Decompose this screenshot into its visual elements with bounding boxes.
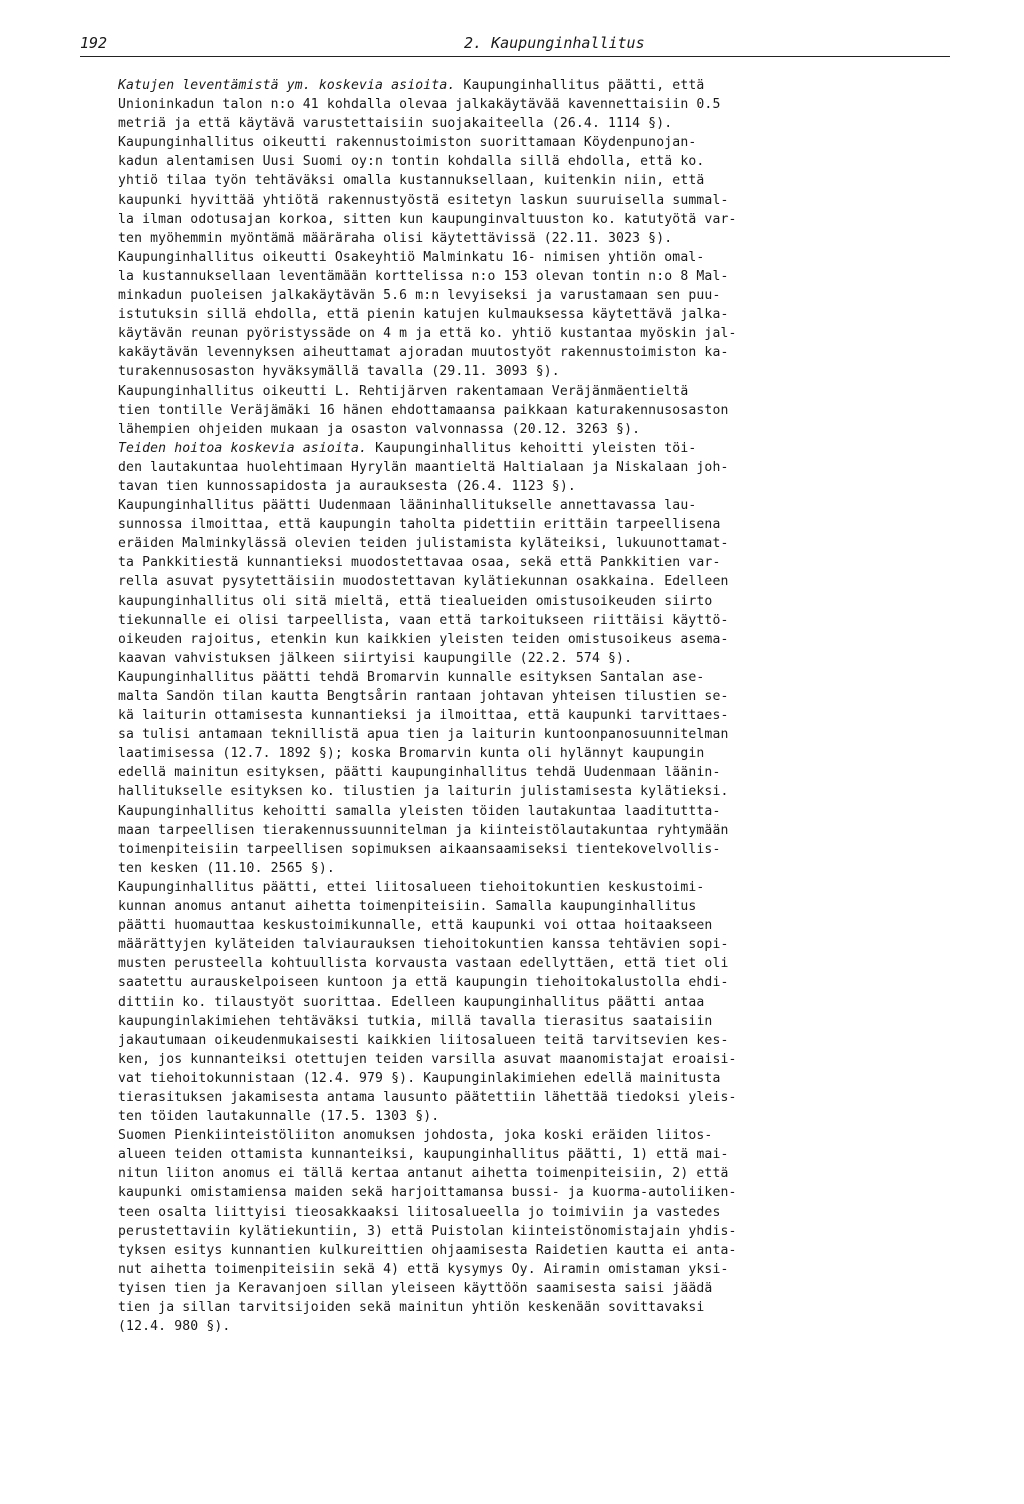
text-line (118, 1183, 1008, 1202)
line-text: ten töiden lautakunnalle (17.5. 1303 §). (118, 1109, 440, 1125)
text-line (118, 859, 1008, 878)
text-line (118, 763, 1008, 782)
line-text: käytävän reunan pyöristyssäde on 4 m ja että ko. yhtiö kustantaa myöskin jal- (118, 326, 737, 342)
line-text: nitun liiton anomus ei tällä kertaa antanut aihetta toimenpiteisiin, 2) että (118, 1166, 729, 1182)
text-line (118, 515, 1008, 534)
line-text: sa tulisi antamaan teknillistä apua tien ja laiturin kuntoonpanosuunnitelman (118, 727, 729, 743)
line-text: tiekunnalle ei olisi tarpeellista, vaan että tarkoitukseen riittäisi käyttö- (118, 612, 729, 628)
line-text: kaavan vahvistuksen jälkeen siirtyisi kaupungille (22.2. 574 §). (118, 650, 633, 666)
line-text: rella asuvat pysytettäisiin muodostettavan kylätiekunnan osakkaina. Edelleen (118, 574, 729, 590)
text-line (118, 305, 1008, 324)
text-line (118, 362, 1008, 381)
line-text: ten kesken (11.10. 2565 §). (118, 860, 335, 876)
line-text: määrättyjen kyläteiden talviaurauksen tiehoitokuntien kanssa tehtävien sopi- (118, 937, 729, 953)
text-line (118, 935, 1008, 954)
text-line (118, 324, 1008, 343)
text-line (118, 229, 1008, 248)
text-line (118, 95, 1008, 114)
line-text: tyisen tien ja Keravanjoen sillan yleiseen käyttöön saamisesta saisi jäädä (118, 1280, 713, 1296)
text-line (118, 1164, 1008, 1183)
text-line (118, 1069, 1008, 1088)
text-line (118, 782, 1008, 801)
line-text: Kaupunginhallitus päätti, ettei liitosalueen tiehoitokuntien keskustoimi- (118, 879, 705, 895)
text-line (118, 76, 1008, 95)
text-line (118, 916, 1008, 935)
text-line (118, 973, 1008, 992)
text-line (118, 1317, 1008, 1336)
line-text: saatettu aurauskelpoiseen kuntoon ja että kaupungin tiehoitokalustolla ehdi- (118, 975, 729, 991)
line-text: Kaupunginhallitus oikeutti Osakeyhtiö Malminkatu 16- nimisen yhtiön omal- (118, 249, 705, 265)
text-line (118, 649, 1008, 668)
line-text: minkadun puoleisen jalkakäytävän 5.6 m:n levyiseksi ja varustamaan sen puu- (118, 288, 721, 304)
line-text: istutuksin sillä ehdolla, että pienin katujen kulmauksessa käytettävä jalka- (118, 307, 729, 323)
text-line (118, 630, 1008, 649)
text-line (118, 152, 1008, 171)
text-line (118, 572, 1008, 591)
section-heading: Teiden hoitoa koskevia asioita. (118, 440, 368, 456)
text-line (118, 1031, 1008, 1050)
text-line (118, 1088, 1008, 1107)
text-line (118, 1298, 1008, 1317)
line-text: tavan tien kunnossapidosta ja aurauksesta (26.4. 1123 §). (118, 478, 576, 494)
line-text: tyksen esitys kunnantien kulkureittien ohjaamisesta Raidetien kautta ei antа- (118, 1242, 737, 1258)
line-text: la kustannuksellaan leventämään korttelissa n:o 153 olevan tontin n:o 8 Mal- (118, 268, 729, 284)
line-text: edellä mainitun esityksen, päätti kaupunginhallitus tehdä Uudenmaan läänin- (118, 765, 721, 781)
line-text: kaupunki omistamiensa maiden sekä harjoittamansa bussi- ja kuorma-autoliiken- (118, 1185, 737, 1201)
line-text: alueen teiden ottamista kunnanteiksi, kaupunginhallitus päätti, 1) että mai- (118, 1147, 729, 1163)
line-text: kakäytävän levennyksen aiheuttamat ajoradan muutostyöt rakennustoimiston ka- (118, 345, 729, 361)
text-line (118, 878, 1008, 897)
line-text: Kaupunginhallitus kehoitti yleisten töi- (367, 440, 697, 456)
text-line (118, 439, 1008, 458)
text-line (118, 840, 1008, 859)
text-line (118, 171, 1008, 190)
line-text: nut aihetta toimenpiteisiin sekä 4) että kysymys Oy. Airamin omistaman yksi- (118, 1261, 729, 1277)
line-text: den lautakuntaa huolehtimaan Hyrylän maantieltä Haltialaan ja Niskalaan joh- (118, 459, 729, 475)
line-text: turakennusosaston hyväksymällä tavalla (29.11. 3093 §). (118, 364, 560, 380)
line-text: kaupunki hyvittää yhtiötä rakennustyöstä esitetyn laskun suuruisella summal- (118, 192, 729, 208)
text-line (118, 821, 1008, 840)
line-text: Kaupunginhallitus oikeutti L. Rehtijärven rakentamaan Veräjänmäentieltä (118, 383, 689, 399)
text-line (118, 1012, 1008, 1031)
line-text: (12.4. 980 §). (118, 1319, 231, 1335)
text-line (118, 802, 1008, 821)
line-text: metriä ja että käytävä varustettaisiin suojakaiteella (26.4. 1114 §). (118, 116, 673, 132)
section-heading: Katujen leventämistä ym. koskevia asioita. (118, 78, 456, 93)
text-line (118, 496, 1008, 515)
text-line (118, 420, 1008, 439)
line-text: hallitukselle esityksen ko. tilustien ja laiturin julistamisesta kylätieksi. (118, 784, 729, 800)
text-line (118, 954, 1008, 973)
text-line (118, 114, 1008, 133)
line-text: jakautumaan oikeudenmukaisesti kaikkien liitosalueen teitä tarvitsevien kes- (118, 1032, 729, 1048)
line-text: kaupunginlakimiehen tehtäväksi tutkia, millä tavalla tierasitus saataisiin (118, 1013, 713, 1029)
line-text: maan tarpeellisen tierakennussuunnitelman ja kiinteistölautakuntaa ryhtymään (118, 822, 729, 838)
text-line (118, 725, 1008, 744)
line-text: eräiden Malminkylässä olevien teiden julistamista kyläteiksi, lukuunottamat- (118, 536, 729, 552)
text-line (118, 706, 1008, 725)
text-line (118, 248, 1008, 267)
page-number: 192 (80, 34, 108, 52)
line-text: Kaupunginhallitus oikeutti rakennustoimiston suorittamaan Köydenpunojan- (118, 135, 697, 151)
text-line (118, 534, 1008, 553)
line-text: tien tontille Veräjämäki 16 hänen ehdottamaansa paikkaan katurakennusosaston (118, 402, 729, 418)
line-text: Kaupunginhallitus päätti tehdä Bromarvin kunnalle esityksen Santalan ase- (118, 669, 705, 685)
line-text: oikeuden rajoitus, etenkin kun kaikkien yleisten teiden omistusoikeus asema- (118, 631, 729, 647)
line-text: kunnan anomus antanut aihetta toimenpiteisiin. Samalla kaupunginhallitus (118, 899, 697, 915)
line-text: Unioninkadun talon n:o 41 kohdalla olevaa jalkakäytävää kavennettaisiin 0.5 (118, 97, 721, 113)
line-text: ten myöhemmin myöntämä määräraha olisi käytettävissä (22.11. 3023 §). (118, 230, 673, 246)
line-text: laatimisessa (12.7. 1892 §); koska Bromarvin kunta oli hylännyt kaupungin (118, 746, 705, 762)
text-line (118, 1126, 1008, 1145)
text-line (118, 1203, 1008, 1222)
line-text: lähempien ohjeiden mukaan ja osaston valvonnassa (20.12. 3263 §). (118, 421, 641, 437)
text-line (118, 993, 1008, 1012)
text-line (118, 401, 1008, 420)
text-line (118, 897, 1008, 916)
line-text: kaupunginhallitus oli sitä mieltä, että tiealueiden omistusoikeuden siirto (118, 593, 713, 609)
text-line (118, 744, 1008, 763)
running-title: 2. Kaupunginhallitus (464, 34, 645, 52)
line-text: Kaupunginhallitus päätti Uudenmaan lääninhallitukselle annettavassa lau- (118, 498, 697, 514)
line-text: ta Pankkitiestä kunnantieksi muodostettavaa osaa, sekä että Pankkitien var- (118, 555, 721, 571)
text-line (118, 687, 1008, 706)
text-line (118, 458, 1008, 477)
line-text: sunnossa ilmoittaa, että kaupungin taholta pidettiin erittäin tarpeellisena (118, 517, 721, 533)
line-text: Kaupunginhallitus kehoitti samalla yleisten töiden lautakuntaa laadituttta- (118, 803, 721, 819)
text-line (118, 267, 1008, 286)
line-text: teen osalta liittyisi tieosakkaaksi liitosalueella jo toimiviin ja vastedes (118, 1204, 721, 1220)
text-line (118, 1279, 1008, 1298)
text-line (118, 611, 1008, 630)
text-line (118, 668, 1008, 687)
line-text: vat tiehoitokunnistaan (12.4. 979 §). Kaupunginlakimiehen edellä mainitusta (118, 1070, 721, 1086)
line-text: kadun alentamisen Uusi Suomi oy:n tontin kohdalla sillä ehdolla, että ko. (118, 154, 705, 170)
text-line (118, 1222, 1008, 1241)
page-header (80, 34, 960, 58)
text-line (118, 382, 1008, 401)
line-text: malta Sandön tilan kautta Bengtsårin rantaan johtavan yhteisen tilustien se- (118, 689, 729, 704)
text-line (118, 191, 1008, 210)
text-line (118, 477, 1008, 496)
body-text (118, 76, 1008, 1336)
text-line (118, 286, 1008, 305)
text-line (118, 1260, 1008, 1279)
text-line (118, 1241, 1008, 1260)
line-text: la ilman odotusajan korkoa, sitten kun kaupunginvaltuuston ko. katutyötä var- (118, 211, 737, 227)
text-line (118, 210, 1008, 229)
line-text: päätti huomauttaa keskustoimikunnalle, että kaupunki voi ottaa hoitaakseen (118, 918, 713, 934)
line-text: tien ja sillan tarvitsijoiden sekä mainitun yhtiön keskenään sovittavaksi (118, 1300, 705, 1315)
line-text: Suomen Pienkiinteistöliiton anomuksen johdosta, joka koski eräiden liitos- (118, 1128, 713, 1144)
line-text: dittiin ko. tilaustyöt suorittaa. Edelleen kaupunginhallitus päätti antaa (118, 994, 705, 1010)
text-line (118, 592, 1008, 611)
line-text: kä laiturin ottamisesta kunnantieksi ja ilmoittaa, että kaupunki tarvittaes- (118, 708, 729, 724)
line-text: Kaupunginhallitus päätti, että (455, 78, 705, 93)
text-line (118, 1050, 1008, 1069)
text-line (118, 343, 1008, 362)
text-line (118, 1145, 1008, 1164)
line-text: musten perusteella kohtuullista korvausta vastaan edellyttäen, että tiet oli (118, 956, 729, 972)
line-text: ken, jos kunnanteiksi otettujen teiden varsilla asuvat maanomistajat eroaisi- (118, 1051, 737, 1067)
text-line (118, 1107, 1008, 1126)
line-text: yhtiö tilaa työn tehtäväksi omalla kustannuksellaan, kuitenkin niin, että (118, 173, 705, 189)
line-text: perustettaviin kylätiekuntiin, 3) että Puistolan kiinteistönomistajain yhdis- (118, 1223, 737, 1239)
line-text: toimenpiteisiin tarpeellisen sopimuksen aikaansaamiseksi tientekovelvollis- (118, 841, 721, 857)
header-rule (80, 56, 950, 57)
text-line (118, 553, 1008, 572)
line-text: tierasituksen jakamisesta antama lausunto päätettiin lähettää tiedoksi yleis- (118, 1089, 737, 1105)
text-line (118, 133, 1008, 152)
